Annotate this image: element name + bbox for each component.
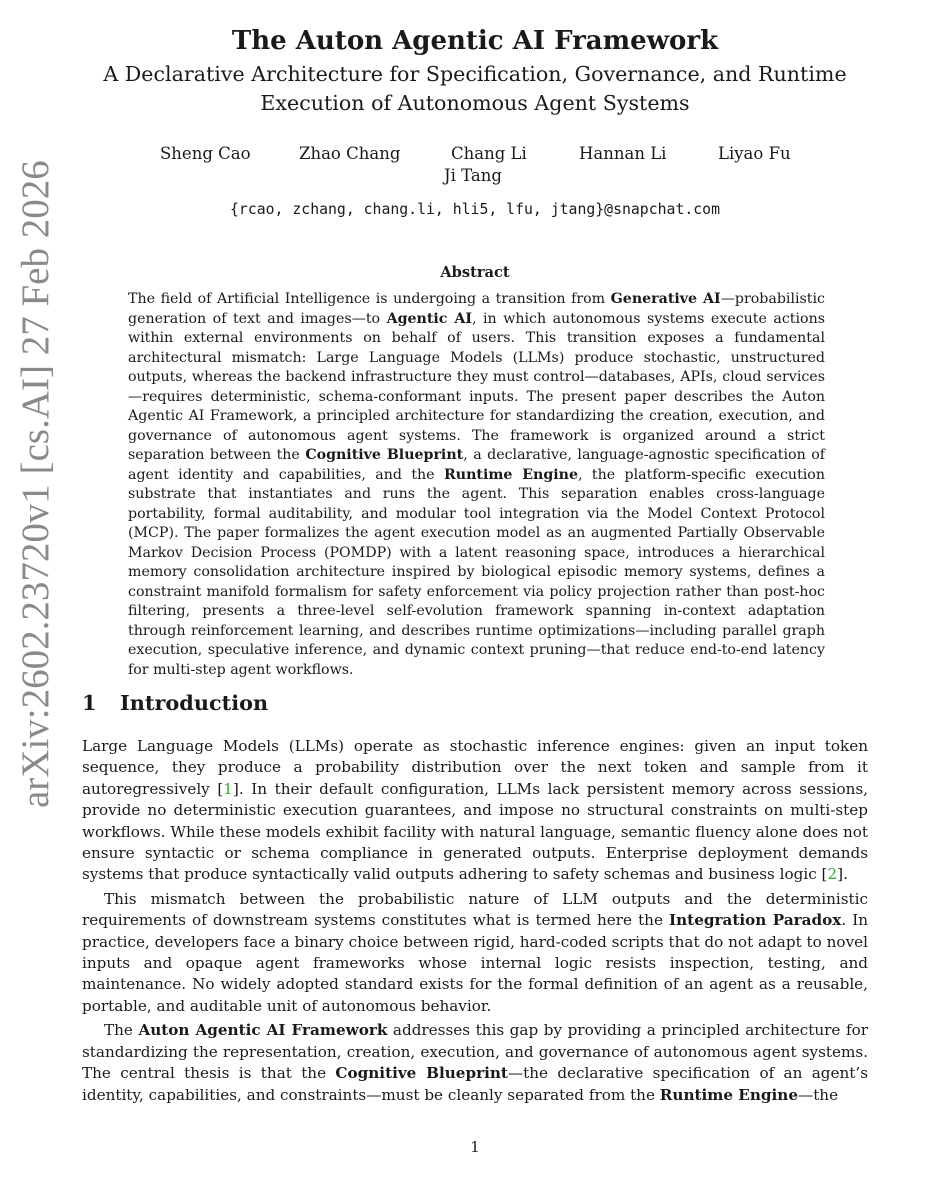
abstract-heading: Abstract bbox=[440, 264, 510, 281]
author-name: Liyao Fu bbox=[718, 144, 791, 163]
paragraph: Large Language Models (LLMs) operate as stochastic inference engines: given an input token sequence, they produce a probability distribution over the next token and sample from it autoregressively [1]. In their default configuration, LLMs lack persistent memory across sessions, provide no deterministic execution guarantees, and impose no structural constraints on multi-step workflows. While these models exhibit facility with natural language, semantic fluency alone does not ensure syntactic or schema compliance in generated outputs. Enterprise deployment demands systems that produce syntactically valid outputs adhering to safety schemas and business logic [2]. bbox=[82, 737, 868, 884]
citation-link[interactable]: 2 bbox=[827, 865, 838, 884]
arxiv-identifier: arXiv:2602.23720v1 [cs.AI] 27 Feb 2026 bbox=[14, 160, 57, 808]
paper-title: The Auton Agentic AI Framework bbox=[231, 26, 719, 56]
author-name: Zhao Chang bbox=[299, 144, 401, 163]
author-emails: {rcao, zchang, chang.li, hli5, lfu, jtang}@snapchat.com bbox=[230, 201, 720, 218]
abstract-body: The field of Artificial Intelligence is undergoing a transition from Generative AI—probabilistic generation of text and images—to Agentic AI, in which autonomous systems execute actions within external environments on behalf of users. This transition exposes a fundamental architectural mismatch: Large Language Models (LLMs) produce stochastic, unstructured outputs, whereas the backend infrastructure they must control—databases, APIs, cloud services—requires deterministic, schema-conformant inputs. The present paper describes the Auton Agentic AI Framework, a principled architecture for standardizing the creation, execution, and governance of autonomous agent systems. The framework is organized around a strict separation between the Cognitive Blueprint, a declarative, language-agnostic specification of agent identity and capabilities, and the Runtime Engine, the platform-specific execution substrate that instantiates and runs the agent. This separation enables cross-language portability, formal auditability, and modular tool integration via the Model Context Protocol (MCP). The paper formalizes the agent execution model as an augmented Partially Observable Markov Decision Process (POMDP) with a latent reasoning space, introduces a hierarchical memory consolidation architecture inspired by biological episodic memory systems, defines a constraint manifold formalism for safety enforcement via policy projection rather than post-hoc filtering, presents a three-level self-evolution framework spanning in-context adaptation through reinforcement learning, and describes runtime optimizations—including parallel graph execution, speculative inference, and dynamic context pruning—that reduce end-to-end latency for multi-step agent workflows. bbox=[128, 291, 826, 678]
introduction-body bbox=[82, 736, 868, 1106]
section-heading bbox=[82, 688, 682, 718]
author-name: Hannan Li bbox=[579, 144, 667, 163]
paper-subtitle: A Declarative Architecture for Specification, Governance, and Runtime Execution of Autonomous Agent Systems bbox=[103, 62, 847, 115]
paragraph: The Auton Agentic AI Framework addresses this gap by providing a principled architecture for standardizing the representation, creation, execution, and governance of autonomous agent systems. The central thesis is that the Cognitive Blueprint—the declarative specification of an agent’s identity, capabilities, and constraints—must be cleanly separated from the Runtime Engine—the bbox=[82, 1021, 869, 1104]
section-number: 1 bbox=[82, 690, 97, 715]
paragraph: This mismatch between the probabilistic nature of LLM outputs and the deterministic requirements of downstream systems constitutes what is termed here the Integration Paradox. In practice, developers face a binary choice between rigid, hard-coded scripts that do not adapt to novel inputs and opaque agent frameworks whose internal logic resists inspection, testing, and maintenance. No widely adopted standard exists for the formal definition of an agent as a reusable, portable, and auditable unit of autonomous behavior. bbox=[82, 889, 868, 1015]
author-name: Ji Tang bbox=[444, 166, 502, 185]
author-name: Chang Li bbox=[451, 144, 527, 163]
page-number: 1 bbox=[470, 1138, 480, 1156]
citation-link[interactable]: 1 bbox=[223, 779, 233, 798]
author-name: Sheng Cao bbox=[160, 144, 251, 163]
section-title: Introduction bbox=[120, 690, 269, 715]
